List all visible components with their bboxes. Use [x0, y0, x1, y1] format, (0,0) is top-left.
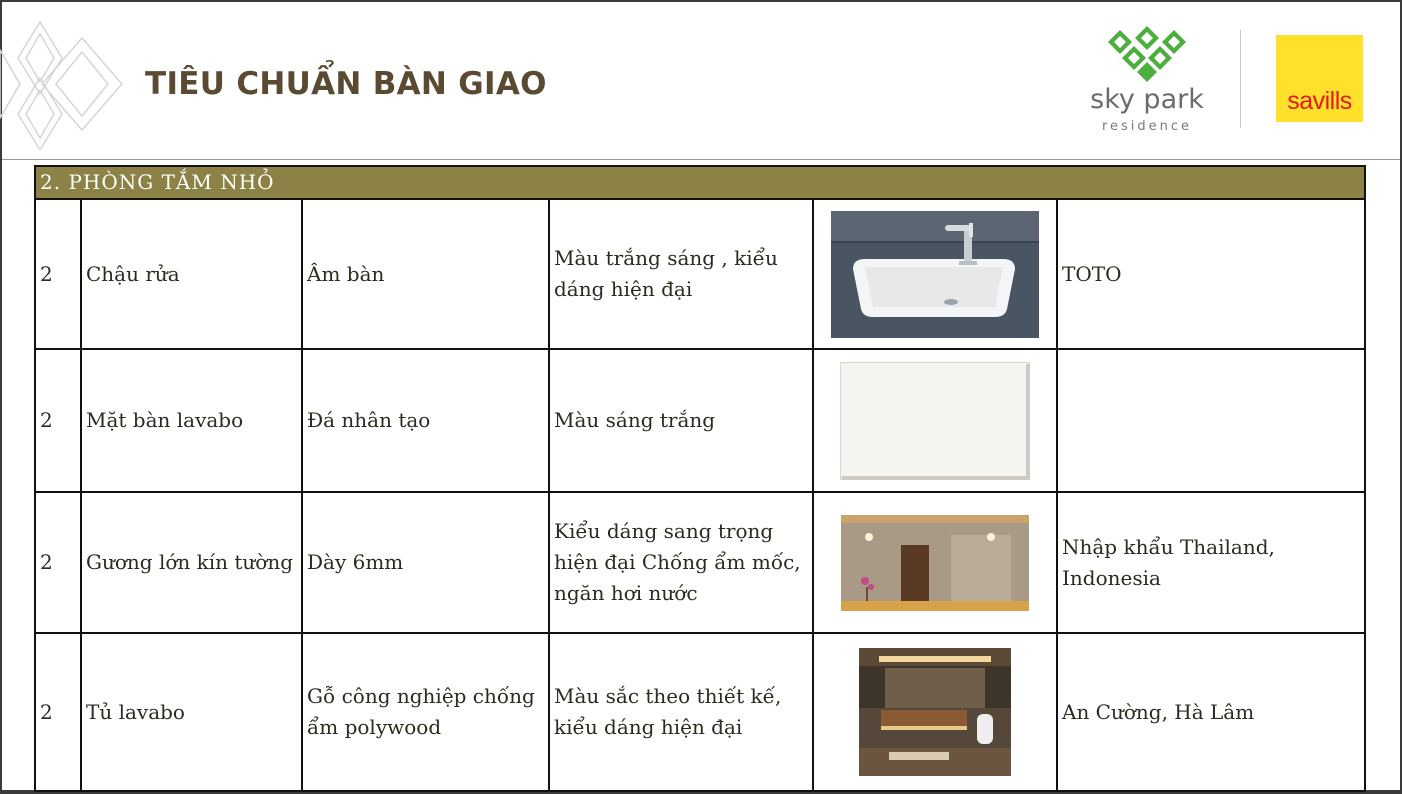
brand-cell: TOTO: [1057, 199, 1365, 349]
material-cell: Âm bàn: [302, 199, 549, 349]
skypark-logo: [1082, 22, 1212, 140]
qty-cell: 2: [35, 492, 81, 633]
white-stone-sample-photo: [840, 362, 1030, 480]
logo-divider: [1240, 30, 1241, 128]
table-row: [35, 633, 1365, 791]
decorative-diamond-pattern: [0, 20, 130, 150]
material-cell: Gỗ công nghiệp chống ẩm polywood: [302, 633, 549, 791]
table-row: [35, 492, 1365, 633]
vanity-cabinet-photo: [859, 648, 1011, 776]
skypark-logo-tagline: residence: [1101, 119, 1193, 134]
item-cell: Tủ lavabo: [81, 633, 302, 791]
description-cell: Kiểu dáng sang trọng hiện đại Chống ẩm mốc, ngăn hơi nước: [549, 492, 813, 633]
table-row: [35, 349, 1365, 492]
frame-top-border: [0, 0, 1402, 2]
image-cell: [813, 199, 1057, 349]
brand-cell: [1057, 349, 1365, 492]
undermount-sink-photo: [831, 211, 1039, 338]
description-cell: Màu sắc theo thiết kế, kiểu dáng hiện đại: [549, 633, 813, 791]
description-cell: Màu trắng sáng , kiểu dáng hiện đại: [549, 199, 813, 349]
description-cell: Màu sáng trắng: [549, 349, 813, 492]
item-cell: Gương lớn kín tường: [81, 492, 302, 633]
image-cell: [813, 633, 1057, 791]
qty-cell: 2: [35, 349, 81, 492]
brand-cell: An Cường, Hà Lâm: [1057, 633, 1365, 791]
image-cell: [813, 492, 1057, 633]
savills-logo-text: savills: [1287, 87, 1352, 115]
table-row: [35, 199, 1365, 349]
image-cell: [813, 349, 1057, 492]
qty-cell: 2: [35, 633, 81, 791]
header-divider: [2, 159, 1400, 160]
handover-spec-table: [34, 165, 1366, 792]
section-title: 2. PHÒNG TẮM NHỎ: [35, 166, 1365, 199]
item-cell: Chậu rửa: [81, 199, 302, 349]
brand-cell: Nhập khẩu Thailand, Indonesia: [1057, 492, 1365, 633]
qty-cell: 2: [35, 199, 81, 349]
page-title: TIÊU CHUẨN BÀN GIAO: [145, 66, 547, 102]
wall-mirror-photo: [841, 515, 1029, 611]
material-cell: Đá nhân tạo: [302, 349, 549, 492]
section-header-row: [35, 166, 1365, 199]
skypark-logo-name: sky park: [1090, 84, 1204, 115]
material-cell: Dày 6mm: [302, 492, 549, 633]
savills-logo: [1276, 35, 1363, 122]
skypark-diamond-icon: [1082, 22, 1212, 84]
item-cell: Mặt bàn lavabo: [81, 349, 302, 492]
